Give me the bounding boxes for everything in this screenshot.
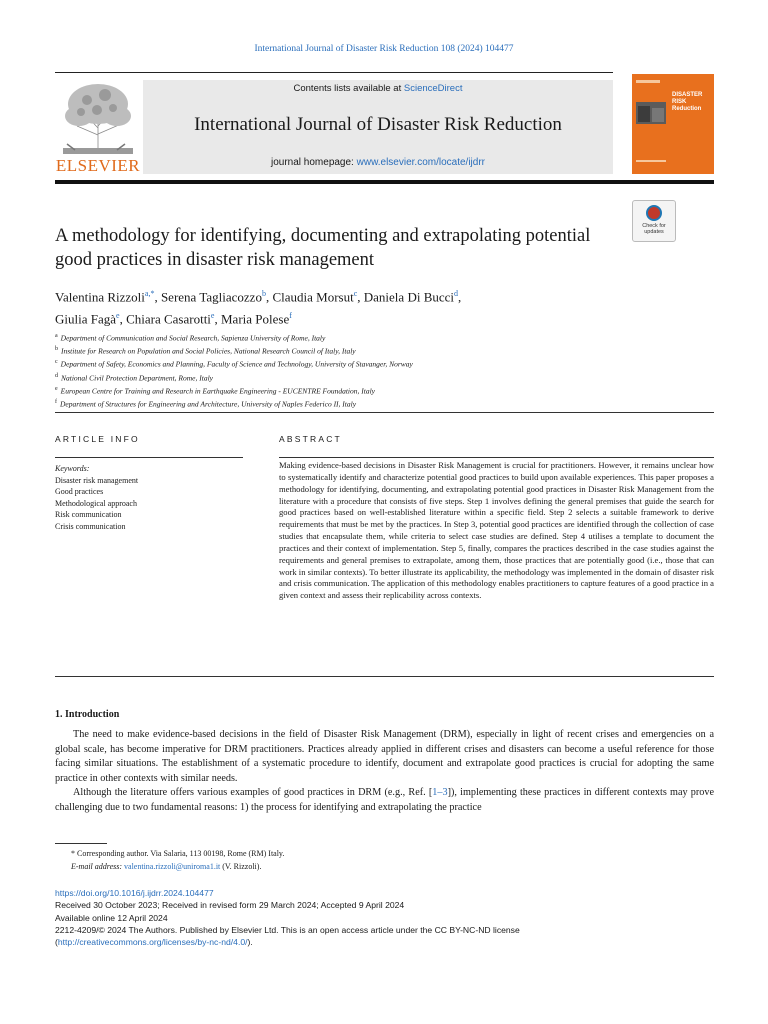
affiliation-key: a xyxy=(55,333,58,339)
author-affiliation-marker[interactable]: e xyxy=(116,311,120,321)
affiliation-item xyxy=(55,384,655,397)
author-affiliation-marker[interactable]: a,* xyxy=(144,289,155,298)
footnote-rule xyxy=(55,843,107,844)
elsevier-logo[interactable] xyxy=(55,80,141,174)
author-affiliation-marker[interactable]: f xyxy=(289,311,292,321)
masthead-rule xyxy=(55,180,714,184)
intro-text: Although the literature offers various examples of good practices in DRM (e.g., Ref. [ xyxy=(73,787,433,799)
email-suffix: (V. Rizzoli). xyxy=(220,861,262,871)
contents-prefix: Contents lists available at xyxy=(293,83,404,94)
intro-paragraph xyxy=(55,786,714,815)
author-name[interactable]: Valentina Rizzoli xyxy=(55,289,145,305)
keywords-block xyxy=(55,463,243,533)
license-paren: ( xyxy=(55,937,58,948)
homepage-line xyxy=(143,157,613,168)
sciencedirect-link[interactable]: ScienceDirect xyxy=(403,83,463,94)
affiliation-text: National Civil Protection Department, Rome, Italy xyxy=(61,373,213,383)
article-title: A methodology for identifying, documenting and extrapolating potential good practices in disaster risk management xyxy=(55,226,591,270)
header-rule xyxy=(55,72,613,73)
author-separator: , xyxy=(119,311,127,327)
publication-info xyxy=(55,887,714,948)
abstract-end-rule xyxy=(55,676,714,677)
author-separator: , xyxy=(458,289,462,305)
keyword-item: Crisis communication xyxy=(55,521,126,531)
affiliations xyxy=(55,331,655,410)
check-updates-icon xyxy=(646,205,662,221)
masthead xyxy=(143,80,613,174)
keyword-item: Good practices xyxy=(55,487,104,497)
contents-line xyxy=(143,83,613,94)
author-name[interactable]: Claudia Morsut xyxy=(272,289,354,305)
affiliation-text: Department of Structures for Engineering and Architecture, University of Naples Federico II, Italy xyxy=(60,399,357,409)
check-for-updates-button[interactable] xyxy=(632,200,676,242)
keyword-item: Methodological approach xyxy=(55,498,137,508)
abstract-heading: ABSTRACT xyxy=(279,434,342,444)
journal-cover[interactable] xyxy=(632,74,714,174)
author-separator: , xyxy=(265,289,273,305)
author-separator: , xyxy=(154,289,161,305)
author-affiliation-marker[interactable]: c xyxy=(353,289,358,298)
homepage-prefix: journal homepage: xyxy=(271,157,357,168)
email-label: E-mail address: xyxy=(71,861,125,871)
publisher-name: ELSEVIER xyxy=(55,156,141,175)
elsevier-tree-icon xyxy=(55,80,141,156)
keyword-list xyxy=(55,475,243,533)
abstract-text: Making evidence-based decisions in Disaster Risk Management is crucial for practitioners. However, it remains unclear how to systematically identify and characterize potential good practices to build upon available experiences. This paper proposes a methodology for identifying, documenting, and extrapolating potential good practices in Disaster Risk Management from the literature with a procedure that consists of five steps. Step 1 involves defining the general premises that guide the search for good practices based on well-established literature within a specific field. Step 2 selects a suitable framework to derive requirements that must be met by the practices. In Step 3, potential good practices are identified through the collection of case studies that encapsulate them, while criteria to select case studies are defined. Step 4 utilises a template to document the practices and their context of implementation. Step 5, finally, compares the practices described in the case studies against the requirements and general premises to extrapolate, among them, those practices that are potentially good (i.e., those that can work in similar contexts). To better illustrate its applicability, the methodology was implemented in the domain of disaster risk and crisis communication. The application of this methodology enables practitioners to capture features of a good practice in a given context and assess their replicability across contexts. xyxy=(279,460,714,601)
corresponding-author-note: * Corresponding author. Via Salaria, 113 00198, Rome (RM) Italy. xyxy=(71,849,285,858)
affiliation-text: Department of Safety, Economics and Planning, Faculty of Science and Technology, University of Stavanger, Norway xyxy=(60,359,413,369)
affiliation-key: b xyxy=(55,346,58,353)
affiliation-key: e xyxy=(55,385,58,392)
journal-reference[interactable]: International Journal of Disaster Risk Reduction 108 (2024) 104477 xyxy=(254,44,514,54)
article-info-heading: ARTICLE INFO xyxy=(55,434,140,444)
license-paren-close: ). xyxy=(247,937,253,948)
author-separator: , xyxy=(357,289,364,305)
author-list xyxy=(55,284,655,329)
intro-text: ]), implementing these practices in different contexts may prove challenging due to two fundamental reasons: 1) the process for identifying and extrapolating the practice xyxy=(55,787,715,813)
keyword-item: Risk communication xyxy=(55,510,122,520)
reference-link[interactable]: 1–3 xyxy=(432,787,448,799)
email-link[interactable]: valentina.rizzoli@uniroma1.it xyxy=(124,861,221,871)
affiliation-key: f xyxy=(55,399,57,406)
author-name[interactable]: Giulia Fagà xyxy=(55,311,117,327)
author-separator: , xyxy=(214,311,221,327)
doi-link[interactable]: https://doi.org/10.1016/j.ijdrr.2024.104477 xyxy=(55,888,214,898)
affiliation-item xyxy=(55,397,655,410)
license-link[interactable]: http://creativecommons.org/licenses/by-nc-nd/4.0/ xyxy=(57,937,248,948)
affiliation-item xyxy=(55,331,655,344)
abstract-rule xyxy=(279,457,714,458)
available-online: Available online 12 April 2024 xyxy=(55,912,168,923)
license-text: 2212-4209/© 2024 The Authors. Published by Elsevier Ltd. This is an open access article under the CC BY-NC-ND license xyxy=(55,924,520,935)
affiliation-key: c xyxy=(55,359,58,366)
author-affiliation-marker[interactable]: e xyxy=(210,311,215,321)
keywords-label: Keywords: xyxy=(55,464,90,473)
journal-title: International Journal of Disaster Risk Reduction xyxy=(194,114,562,135)
homepage-link[interactable]: www.elsevier.com/locate/ijdrr xyxy=(356,157,485,168)
affiliation-item xyxy=(55,344,655,357)
author-name[interactable]: Chiara Casarotti xyxy=(126,311,211,327)
cover-title: DISASTER RISK Reduction xyxy=(672,92,703,112)
affiliation-text: European Centre for Training and Research in Earthquake Engineering - EUCENTRE Foundation, Italy xyxy=(60,386,376,396)
author-name[interactable]: Daniela Di Bucci xyxy=(363,289,455,305)
article-info-rule xyxy=(55,457,243,458)
affiliation-key: d xyxy=(55,372,58,379)
author-name[interactable]: Serena Tagliacozzo xyxy=(160,289,262,305)
affiliation-rule xyxy=(55,412,714,413)
author-affiliation-marker[interactable]: b xyxy=(261,289,266,298)
check-updates-label: Check for updates xyxy=(642,223,666,235)
cover-art-icon xyxy=(632,74,714,174)
footnotes xyxy=(55,848,715,873)
keyword-item: Disaster risk management xyxy=(55,475,139,485)
license-statement xyxy=(55,924,714,949)
affiliation-text: Department of Communication and Social Research, Sapienza University of Rome, Italy xyxy=(60,333,326,343)
affiliation-item xyxy=(55,357,655,370)
email-note xyxy=(55,861,715,874)
affiliation-item xyxy=(55,371,655,384)
author-affiliation-marker[interactable]: d xyxy=(454,289,459,298)
introduction-body xyxy=(55,728,714,816)
author-name[interactable]: Maria Polese xyxy=(220,311,290,327)
intro-paragraph: The need to make evidence-based decisions in the field of Disaster Risk Management (DRM), especially in light of recent crises and emergencies on a global scale, has become imperative for DRM practitioners. Practices already applied in different crises and disasters can become a useful reference for those facing similar situations. The establishment of a systematic procedure to identify, document and extrapolate good practices is crucial for adopting the same practice in other contexts with similar needs. xyxy=(55,729,714,784)
affiliation-text: Institute for Research on Population and Social Policies, National Research Council of Italy, Italy xyxy=(61,346,356,356)
received-dates: Received 30 October 2023; Received in revised form 29 March 2024; Accepted 9 April 2024 xyxy=(55,900,405,911)
section-heading-introduction: 1. Introduction xyxy=(55,709,120,720)
